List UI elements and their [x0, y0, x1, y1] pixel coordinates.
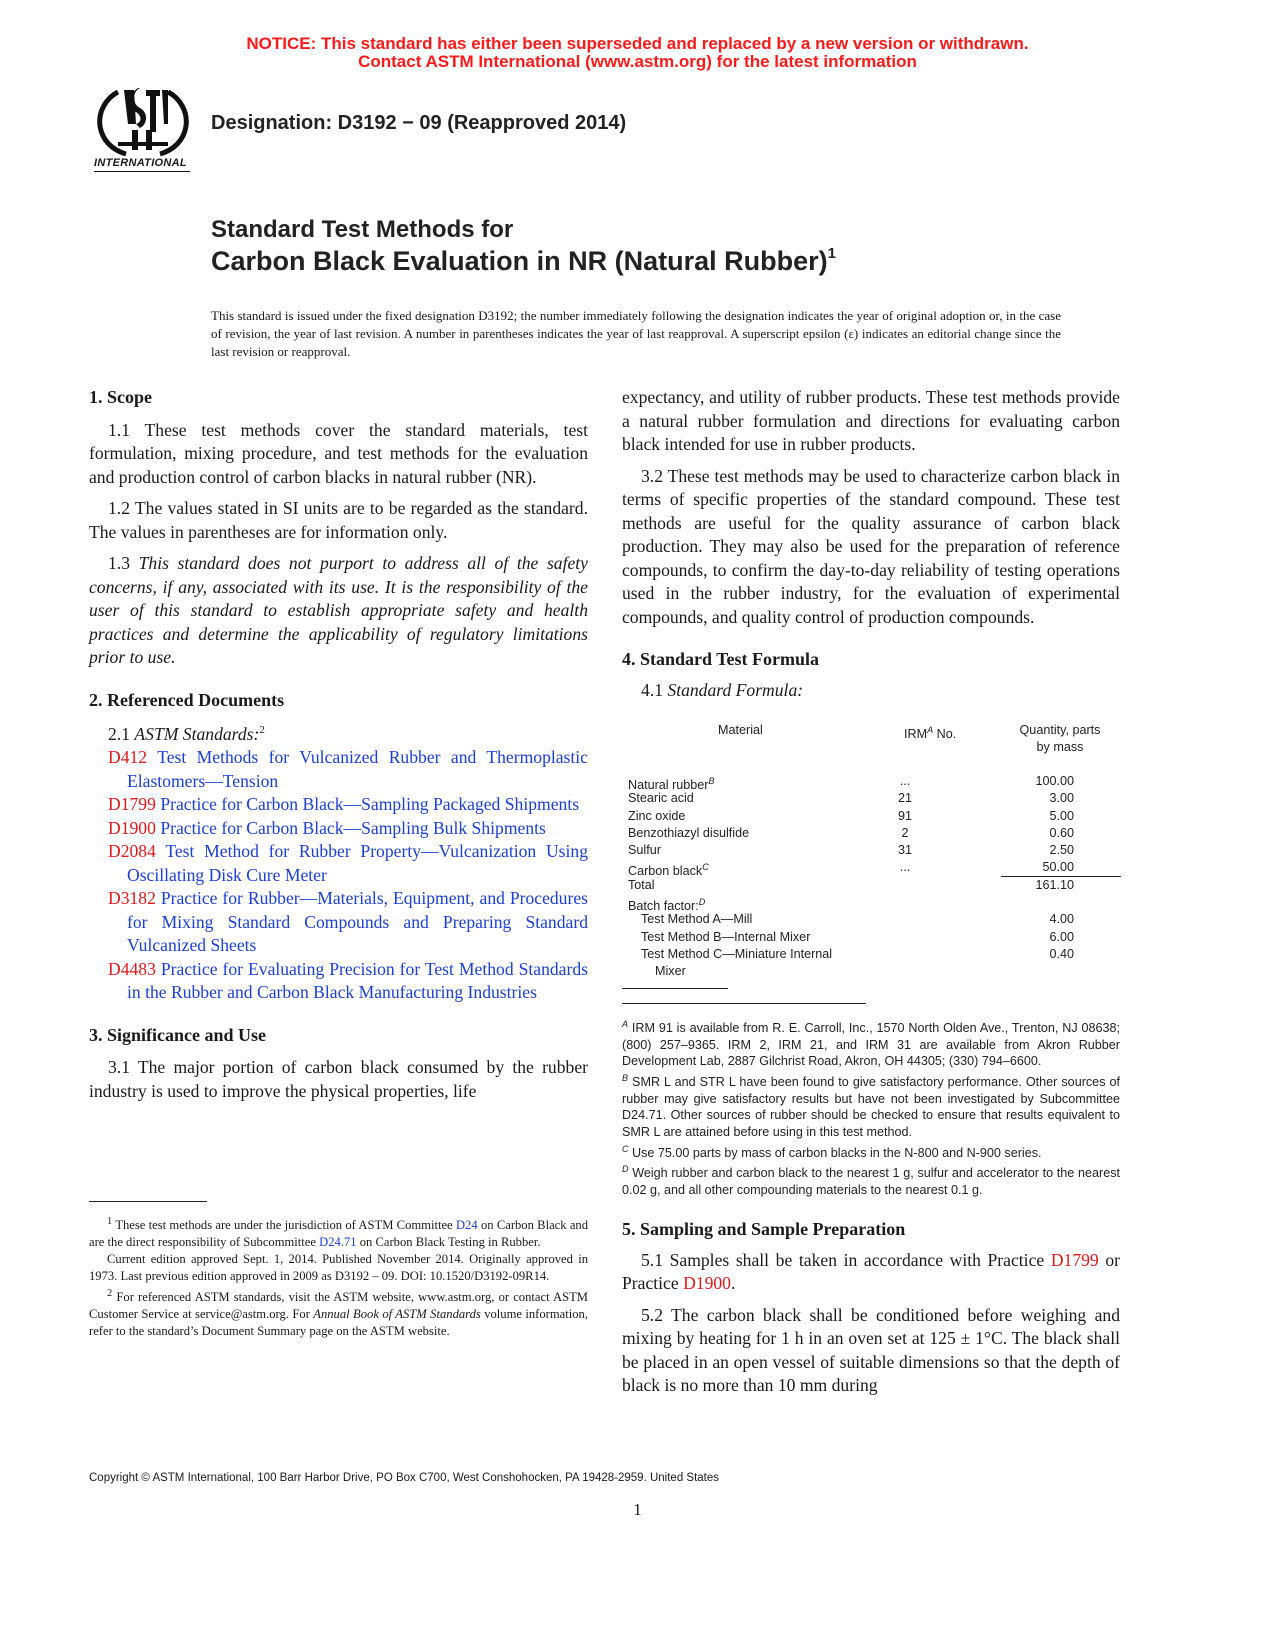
para-1-2: 1.2 The values stated in SI units are to be regarded as the standard. The values in parentheses are for information only. [89, 498, 588, 542]
footnote-1: $^1$ These test methods are under the jurisdiction of ASTM Committee D24 on Carbon Black and are the direct responsibility of Subcommittee D24.71 on Carbon Black Testing in Rubber. [89, 1216, 589, 1250]
section-5-heading: 5. Sampling and Sample Preparation [622, 1219, 906, 1239]
table-row: Sulfur 31 2.50 [628, 843, 1074, 858]
para-2-1: 2.1 ASTM Standards:$^2$ [108, 723, 265, 744]
ref-d4483[interactable]: D4483 Practice for Evaluating Precision for Test Method Standards in the Rubber and Carbon Black Manufacturing Industries [108, 958, 588, 1003]
table-note-b: $^B$ SMR L and STR L have been found to give satisfactory performance. Other sources of rubber may give satisfactory results but have not been investigated by Subcommittee D24.71. Other sources of rubber should be checked to ensure that results equivalent to SMR L are attained before using in this test method. [622, 1072, 1121, 1139]
table-notes-rule [622, 1003, 866, 1004]
ref-d1799[interactable]: D1799 Practice for Carbon Black—Sampling Packaged Shipments [108, 794, 580, 815]
footer-copyright: Copyright © ASTM International, 100 Barr Harbor Drive, PO Box C700, West Conshohocken, PA 19428-2959. United States [89, 1472, 720, 1484]
col-header-irm: $IRM^A$ No. [904, 725, 957, 742]
section-1-heading: 1. Scope [89, 387, 152, 407]
section-2-heading: 2. Referenced Documents [89, 689, 285, 710]
link-d1799[interactable]: D1799 [1050, 1249, 1099, 1270]
para-3-1-part-1: 3.1 The major portion of carbon black consumed by the rubber industry is used to improve the physical properties, life [89, 1057, 588, 1101]
section-3-heading: 3. Significance and Use [89, 1024, 267, 1045]
para-5-1: 5.1 Samples shall be taken in accordance with Practice D1799 or Practice D1900. [622, 1249, 1120, 1293]
ref-d412[interactable]: D412 Test Methods for Vulcanized Rubber and Thermoplastic Elastomers—Tension [108, 747, 588, 791]
col-header-quantity: Quantity, parts by mass [1019, 723, 1101, 755]
table-note-a: $^A$ IRM 91 is available from R. E. Carroll, Inc., 1570 North Olden Ave., Trenton, NJ 08638; (800) 257–9365. IRM 2, IRM 21, and IRM 31 are available from Akron Rubber Development Lab, 2887 Gilchrist Road, Akron, OH 44305; (330) 794–6600. [622, 1019, 1120, 1069]
left-column [89, 386, 588, 1103]
title-line-1: Standard Test Methods for [211, 216, 514, 243]
table-row: Stearic acid 21 3.00 [628, 791, 1074, 806]
footnote-rule [89, 1201, 207, 1202]
table-row: Carbon black$^C$ ... 50.00 [628, 860, 1074, 879]
para-1-1: 1.1 These test methods cover the standard materials, test formulation, mixing procedure, and test methods for the evaluation and production control of carbon blacks in natural rubber (NR). [89, 419, 588, 487]
table-note-d: $^D$ Weigh rubber and carbon black to the nearest 1 g, sulfur and accelerator to the nearest 0.02 g, and all other compounding materials to the nearest 0.1 g. [622, 1164, 1121, 1198]
link-d1900[interactable]: D1900 [683, 1273, 731, 1293]
table-row: Test Method C—Miniature Internal 0.40 [641, 946, 1074, 961]
batch-factor-label: Batch factor:$^D$ [628, 897, 706, 914]
intro-paragraph: This standard is issued under the fixed designation D3192; the number immediately following the designation indicates the year of original adoption or, in the case of revision, the year of last revision. A number in parentheses indicates the year of last reapproval. A superscript epsilon (ε) indicates an editorial change since the last revision or reapproval. [211, 308, 1061, 359]
table-row: Benzothiazyl disulfide 2 0.60 [628, 825, 1074, 840]
para-3-2: 3.2 These test methods may be used to characterize carbon black in terms of specific properties of the standard compound. These test methods are useful for the quality assurance of carbon black production. They may also be used for the preparation of reference compounds, to confirm the day-to-day reliability of testing operations used in the rubber industry, for the evaluation of experimental compounds, and quality control of production compounds. [622, 465, 1120, 627]
ref-d2084[interactable]: D2084 Test Method for Rubber Property—Vulcanization Using Oscillating Disk Cure Meter [108, 841, 588, 885]
footnotes [89, 1213, 588, 1340]
table-note-c: $^C$ Use 75.00 parts by mass of carbon blacks in the N-800 and N-900 series. [622, 1143, 1042, 1160]
table-footnotes [622, 1016, 1120, 1199]
link-d24-71[interactable]: D24.71 [319, 1235, 357, 1250]
title-line-2: Carbon Black Evaluation in NR (Natural Rubber)$^1$ [211, 245, 836, 276]
designation: Designation: D3192 − 09 (Reapproved 2014) [211, 112, 627, 134]
formula-rows [628, 773, 1120, 981]
link-d24[interactable]: D24 [455, 1218, 478, 1233]
logo-underline [94, 171, 190, 172]
footnote-1-edition: Current edition approved Sept. 1, 2014. Published November 2014. Originally approved in 1973. Last previous edition approved in 2009 as D3192 – 09. DOI: 10.1520/D3192-09R14. [89, 1252, 588, 1284]
section-4-heading: 4. Standard Test Formula [622, 649, 820, 669]
table-row-continued: Mixer [655, 964, 686, 979]
para-3-1-part-2: expectancy, and utility of rubber products. These test methods provide a natural rubber formulation and directions for evaluating carbon black intended for use in rubber products. [622, 387, 1120, 454]
ref-d3182[interactable]: D3182 Practice for Rubber—Materials, Equipment, and Procedures for Mixing Standard Compounds and Preparing Standard Vulcanized Sheets [108, 888, 588, 956]
formula-table [622, 722, 1120, 982]
title-footnote-mark[interactable]: 1 [827, 245, 836, 262]
table-row-total: Total 161.10 [628, 877, 1120, 894]
para-5-2: 5.2 The carbon black shall be conditioned before weighing and mixing by heating for 1 h in an oven set at 125 ± 1°C. The black shall be placed in an open vessel of suitable dimensions so that the depth of black is no more than 10 mm during [622, 1304, 1120, 1395]
right-column-bottom [622, 1218, 1120, 1398]
astm-logo [88, 84, 198, 174]
right-column-top [622, 386, 1120, 702]
table-row: Test Method A—Mill 4.00 [641, 912, 1074, 927]
ref-d1900[interactable]: D1900 Practice for Carbon Black—Sampling Bulk Shipments [108, 817, 546, 838]
table-short-rule [622, 988, 728, 989]
page-number: 1 [633, 1500, 642, 1519]
para-1-3: 1.3 This standard does not purport to address all of the safety concerns, if any, associated with its use. It is the responsibility of the user of this standard to establish appropriate safety and health practices and determine the applicability of regulatory limitations prior to use. [89, 553, 588, 667]
logo-org-text: INTERNATIONAL [94, 157, 187, 169]
notice-line-2: Contact ASTM International (www.astm.org) for the latest information [358, 52, 917, 71]
notice-line-1: NOTICE: This standard has either been superseded and replaced by a new version or withdrawn. [246, 34, 1029, 53]
col-header-material: Material [718, 723, 763, 737]
table-row: Zinc oxide 91 5.00 [628, 808, 1074, 823]
footnote-2: $^2$ For referenced ASTM standards, visit the ASTM website, www.astm.org, or contact ASTM Customer Service at service@astm.org. For Annual Book of ASTM Standards volume information, refer to the standard’s Document Summary page on the ASTM website. [89, 1288, 589, 1339]
table-row: Test Method B—Internal Mixer 6.00 [641, 929, 1074, 944]
table-row: Natural rubber$^B$ ... 100.00 [628, 774, 1074, 793]
para-4-1: 4.1 Standard Formula: [641, 679, 804, 700]
astm-logo-icon [88, 84, 198, 158]
